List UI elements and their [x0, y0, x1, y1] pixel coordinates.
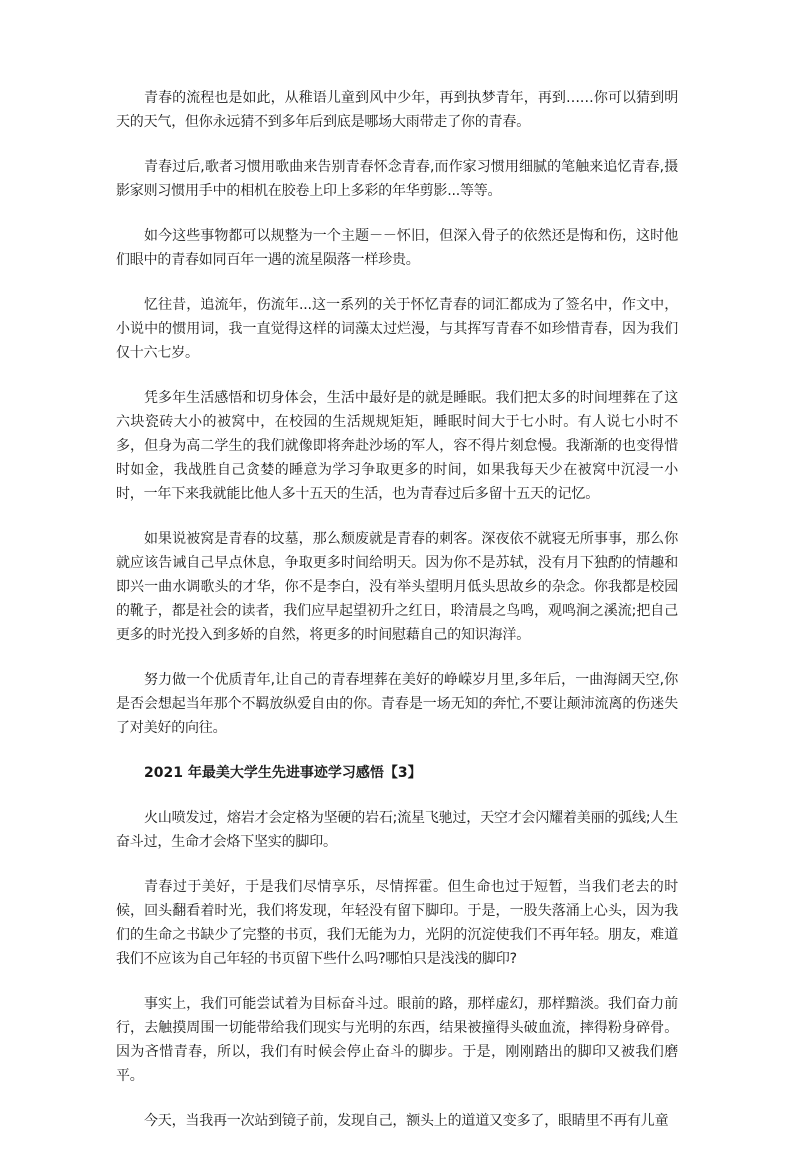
section-heading: 2021 年最美大学生先进事迹学习感悟【3】	[144, 765, 422, 781]
paragraph-5: 凭多年生活感悟和切身体会，生活中最好是的就是睡眠。我们把太多的时间埋葬在了这六块瓷砖大小的被窝中，在校园的生活规规矩矩，睡眠时间大于七小时。有人说七小时不多，但身为高二学生的我们就像即将奔赴沙场的军人，容不得片刻怠慢。我渐渐的也变得惜时如金，我战胜自己贪婪的睡意为学习争取更多的时间，如果我每天少在被窝中沉浸一小时，一年下来我就能比他人多十五天的生活，也为青春过后多留十五天的记忆。	[116, 390, 678, 502]
paragraph-9: 青春过于美好，于是我们尽情享乐，尽情挥霍。但生命也过于短暂，当我们老去的时候，回头翻看着时光，我们将发现，年轻没有留下脚印。于是，一股失落涌上心头，因为我们的生命之书缺少了完整的书页，我们无能为力，光阴的沉淀使我们不再年轻。朋友，难道我们不应该为自己年轻的书页留下些什么吗?哪怕只是浅浅的脚印?	[116, 879, 678, 967]
paragraph-7: 努力做一个优质青年,让自己的青春埋葬在美好的峥嵘岁月里,多年后，一曲海阔天空,你是否会想起当年那个不羁放纵爱自由的你。青春是一场无知的奔忙,不要让颠沛流离的伤迷失了对美好的向往。	[116, 672, 678, 736]
document-body	[116, 86, 678, 1154]
paragraph-10: 事实上，我们可能尝试着为目标奋斗过。眼前的路，那样虚幻，那样黯淡。我们奋力前行，去触摸周围一切能带给我们现实与光明的东西，结果被撞得头破血流，摔得粉身碎骨。因为吝惜青春，所以，我们有时候会停止奋斗的脚步。于是，刚刚踏出的脚印又被我们磨平。	[116, 996, 678, 1084]
paragraph-3: 如今这些事物都可以规整为一个主题－－怀旧，但深入骨子的依然还是悔和伤，这时他们眼中的青春如同百年一遇的流星陨落一样珍贵。	[116, 228, 678, 268]
paragraph-8: 火山喷发过，熔岩才会定格为坚硬的岩石;流星飞驰过，天空才会闪耀着美丽的弧线;人生奋斗过，生命才会烙下坚实的脚印。	[116, 810, 678, 850]
paragraph-4: 忆往昔，追流年，伤流年...这一系列的关于怀忆青春的词汇都成为了签名中，作文中，小说中的惯用词，我一直觉得这样的词藻太过烂漫，与其挥写青春不如珍惜青春，因为我们仅十六七岁。	[116, 297, 678, 361]
paragraph-6: 如果说被窝是青春的坟墓，那么颓废就是青春的刺客。深夜依不就寝无所事事，那么你就应该告诫自己早点休息，争取更多时间给明天。因为你不是苏轼，没有月下独酌的情趣和即兴一曲水调歌头的才华，你不是李白，没有举头望明月低头思故乡的杂念。你我都是校园的靴子，都是社会的读者，我们应早起望初升之红日，聆清晨之鸟鸣，观鸣涧之溪流;把自己更多的时光投入到多娇的自然，将更多的时间慰藉自己的知识海洋。	[116, 531, 678, 643]
paragraph-2: 青春过后,歌者习惯用歌曲来告别青春怀念青春,而作家习惯用细腻的笔触来追忆青春,摄影家则习惯用手中的相机在胶卷上印上多彩的年华剪影...等等。	[116, 159, 678, 199]
paragraph-1: 青春的流程也是如此，从稚语儿童到风中少年，再到执梦青年，再到……你可以猜到明天的天气，但你永远猜不到多年后到底是哪场大雨带走了你的青春。	[116, 90, 678, 130]
paragraph-11: 今天，当我再一次站到镜子前，发现自己，额头上的道道又变多了，眼睛里不再有儿童	[144, 1113, 669, 1129]
